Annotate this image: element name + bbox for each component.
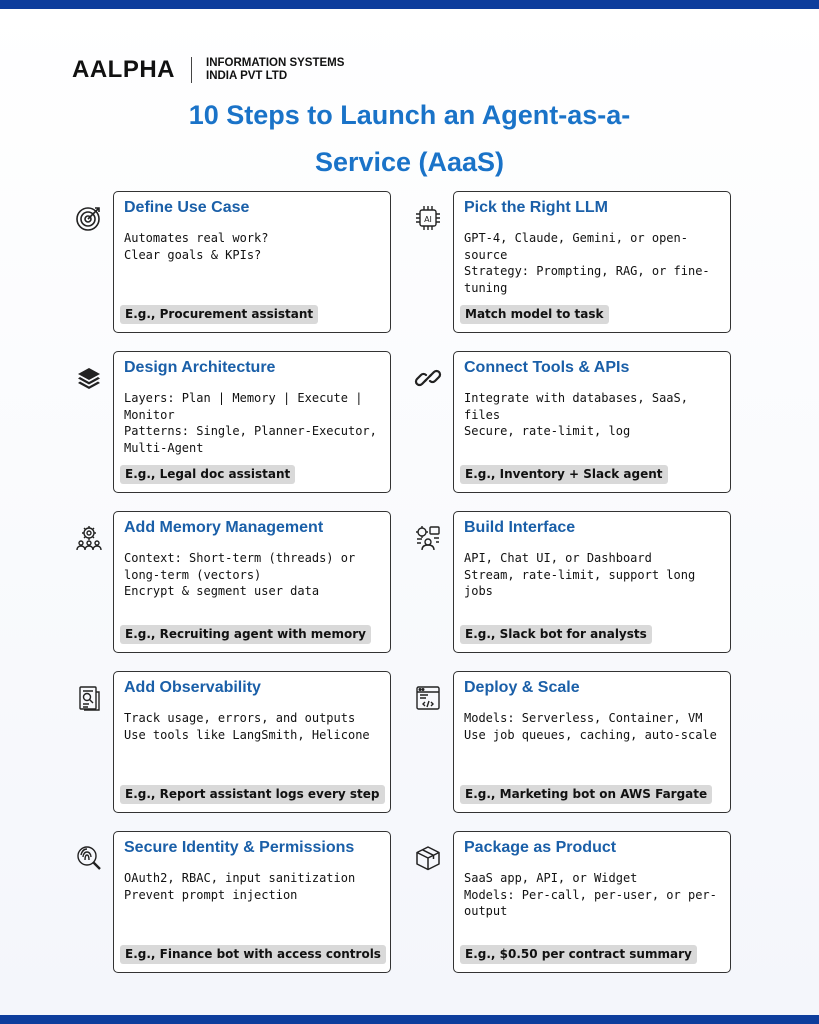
layers-icon [74, 363, 104, 393]
step-card-secure-identity [113, 831, 391, 973]
memory-gears-icon [74, 523, 104, 553]
step-line: SaaS app, API, or Widget [464, 871, 638, 885]
logo-subtitle [206, 57, 344, 83]
svg-text:AI: AI [424, 215, 432, 224]
step-line: Use tools like LangSmith, Helicone [124, 727, 370, 742]
logo-divider [191, 57, 192, 83]
company-logo [72, 56, 344, 84]
step-line: Monitor [124, 407, 175, 422]
step-card-deploy-scale [453, 671, 731, 813]
fingerprint-search-icon [74, 843, 104, 873]
step-line: output [464, 904, 508, 919]
interface-tools-icon [413, 523, 443, 553]
step-card-observability [113, 671, 391, 813]
step-line: Models: Serverless, Container, VM [464, 711, 703, 725]
step-title: Deploy & Scale [464, 679, 580, 696]
step-example-badge: E.g., Finance bot with access controls [120, 945, 386, 964]
step-line: Layers: Plan | Memory | Execute | [124, 391, 363, 405]
step-description [124, 390, 386, 457]
step-description [124, 710, 386, 743]
step-line: GPT-4, Claude, Gemini, or open- [464, 231, 688, 245]
top-accent-bar [0, 0, 819, 9]
step-line: Models: Per-call, per-user, or per- [464, 887, 717, 902]
deploy-window-icon [413, 683, 443, 713]
step-title: Add Observability [124, 679, 261, 696]
step-line: Encrypt & segment user data [124, 584, 320, 599]
step-line: long-term (vectors) [124, 567, 262, 582]
step-description [464, 230, 726, 297]
step-title: Connect Tools & APIs [464, 359, 630, 376]
step-card-package-product [453, 831, 731, 973]
step-line: Multi-Agent [124, 441, 204, 456]
logo-subtitle-line2: INDIA PVT LTD [206, 70, 288, 82]
step-example-badge: E.g., Inventory + Slack agent [460, 465, 668, 484]
step-example-badge: E.g., Recruiting agent with memory [120, 625, 371, 644]
step-description [464, 710, 726, 743]
step-example-badge: Match model to task [460, 305, 609, 324]
target-icon [74, 203, 104, 233]
step-example-badge: E.g., Report assistant logs every step [120, 785, 385, 804]
step-title: Build Interface [464, 519, 576, 536]
step-card-pick-llm [453, 191, 731, 333]
step-description [464, 870, 726, 920]
step-line: tuning [464, 281, 508, 296]
step-title: Design Architecture [124, 359, 276, 376]
page-title-line1: 10 Steps to Launch an Agent-as-a- [188, 100, 631, 130]
logo-name: AALPHA [72, 56, 175, 83]
step-line: Secure, rate-limit, log [464, 424, 631, 439]
step-description [464, 550, 726, 600]
step-line: Automates real work? [124, 231, 269, 245]
step-description [124, 550, 386, 600]
step-line: Patterns: Single, Planner-Executor, [124, 424, 377, 439]
step-line: Clear goals & KPIs? [124, 247, 262, 262]
ai-chip-icon [413, 203, 443, 233]
step-line: Stream, rate-limit, support long jobs [464, 567, 696, 599]
step-card-memory-management [113, 511, 391, 653]
step-line: Use job queues, caching, auto-scale [464, 727, 717, 742]
package-box-icon [413, 843, 443, 873]
step-title: Package as Product [464, 839, 617, 856]
link-icon [413, 363, 443, 393]
step-title: Define Use Case [124, 199, 250, 216]
step-example-badge: E.g., $0.50 per contract summary [460, 945, 697, 964]
step-title: Add Memory Management [124, 519, 324, 536]
page-title-line2: Service (AaaS) [314, 147, 505, 177]
step-card-design-architecture [113, 351, 391, 493]
step-line: Context: Short-term (threads) or [124, 551, 356, 565]
page-title [0, 92, 819, 186]
report-search-icon [74, 683, 104, 713]
step-card-build-interface [453, 511, 731, 653]
step-example-badge: E.g., Procurement assistant [120, 305, 318, 324]
step-title: Pick the Right LLM [464, 199, 608, 216]
step-line: Integrate with databases, SaaS, files [464, 391, 688, 422]
step-example-badge: E.g., Legal doc assistant [120, 465, 295, 484]
step-line: OAuth2, RBAC, input sanitization [124, 871, 356, 885]
step-example-badge: E.g., Slack bot for analysts [460, 625, 652, 644]
step-description [464, 390, 726, 440]
step-description [124, 870, 386, 903]
step-line: API, Chat UI, or Dashboard [464, 551, 652, 565]
step-example-badge: E.g., Marketing bot on AWS Fargate [460, 785, 712, 804]
step-line: Prevent prompt injection [124, 887, 298, 902]
bottom-accent-bar [0, 1015, 819, 1024]
step-card-define-use-case [113, 191, 391, 333]
step-description [124, 230, 386, 263]
step-title: Secure Identity & Permissions [124, 839, 355, 856]
step-line: source [464, 247, 508, 262]
logo-subtitle-line1: INFORMATION SYSTEMS [206, 57, 345, 69]
step-line: Strategy: Prompting, RAG, or fine- [464, 264, 710, 279]
step-card-connect-tools [453, 351, 731, 493]
step-line: Track usage, errors, and outputs [124, 711, 356, 725]
